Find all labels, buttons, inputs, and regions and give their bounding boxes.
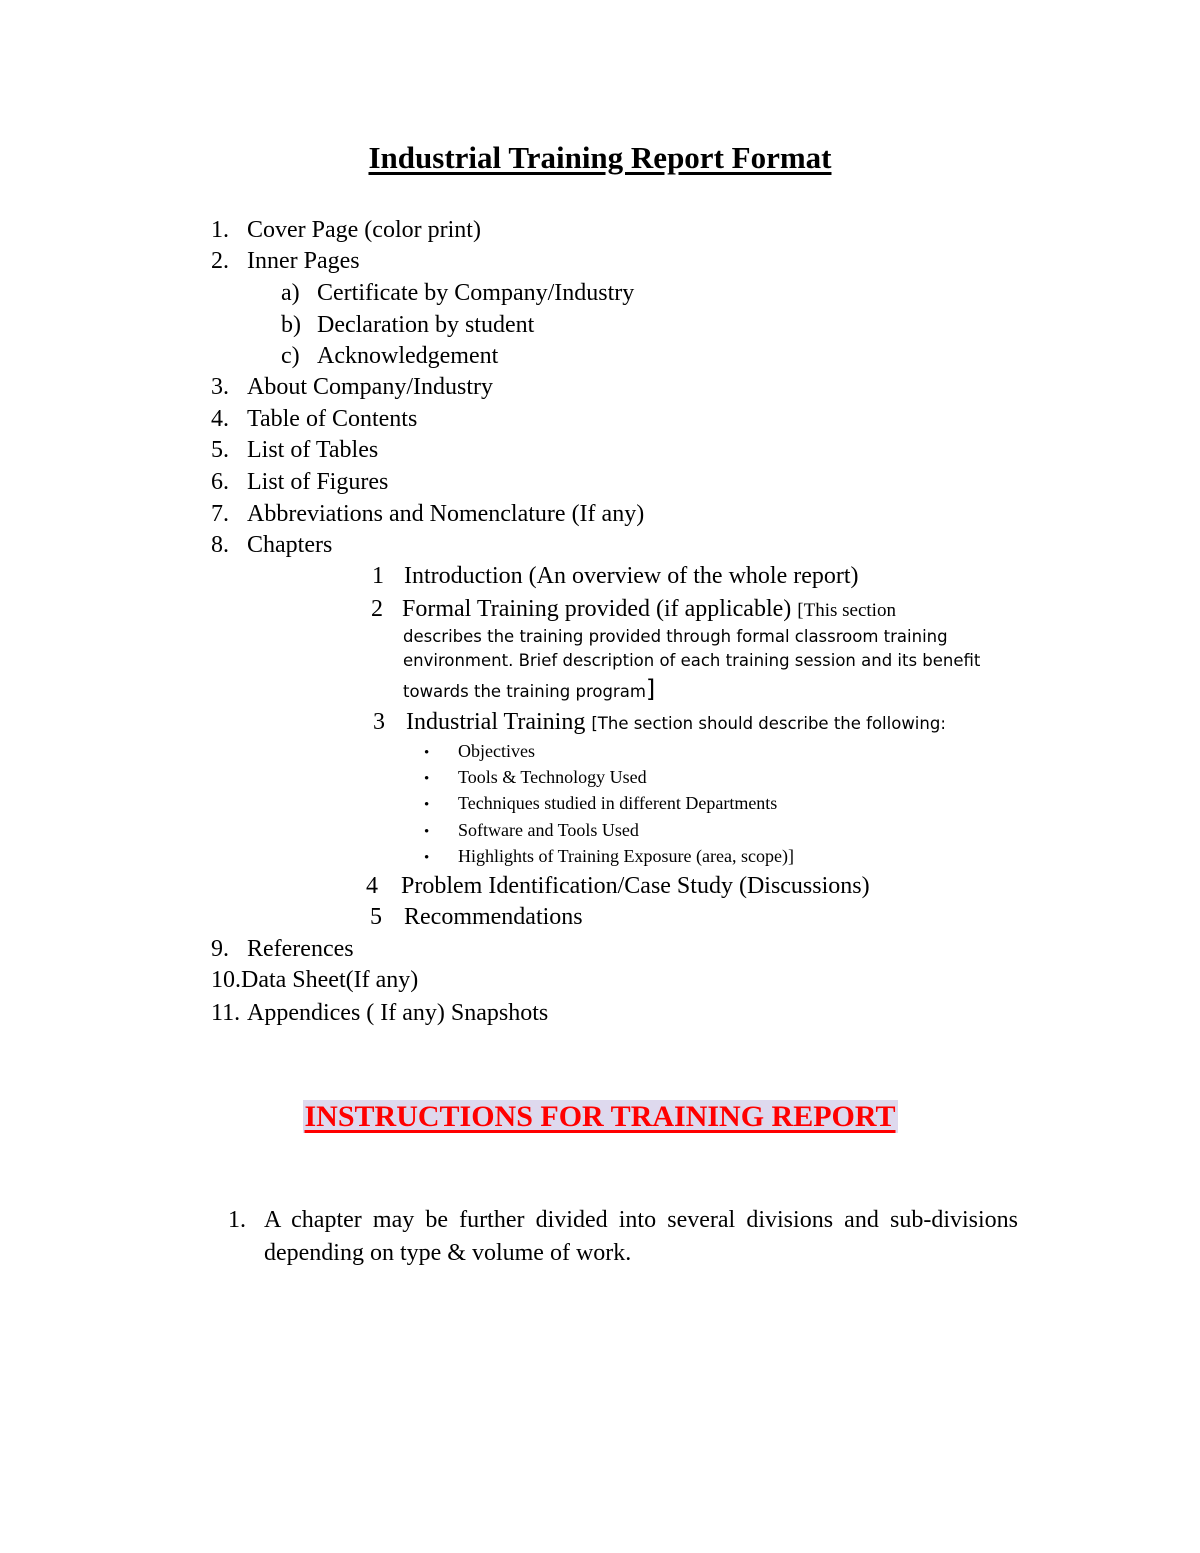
list-text: Cover Page (color print) <box>247 217 481 243</box>
bullet-icon: • <box>424 824 430 840</box>
list-text: Table of Contents <box>247 406 418 432</box>
list-item <box>211 372 493 402</box>
chapter-text: Industrial Training <box>406 709 586 735</box>
chapter-text: Formal Training provided (if applicable) <box>402 596 792 622</box>
bullet-item <box>424 818 639 844</box>
sub-list-text: Certificate by Company/Industry <box>317 280 635 306</box>
list-number: 10. <box>211 967 241 993</box>
bullet-icon: • <box>424 745 430 761</box>
list-text: Abbreviations and Nomenclature (If any) <box>247 501 645 527</box>
list-number: 6. <box>211 469 229 495</box>
chapter-number: 3 <box>373 709 385 735</box>
chapter-item <box>370 902 583 932</box>
chapter-item <box>373 707 946 737</box>
chapter-number: 2 <box>371 596 383 622</box>
bullet-text: Software and Tools Used <box>458 820 639 840</box>
bullet-item <box>424 791 777 817</box>
chapter-note-text: towards the training program <box>403 682 646 701</box>
list-text: About Company/Industry <box>247 374 493 400</box>
bullet-icon: • <box>424 797 430 813</box>
bullet-item <box>424 739 535 765</box>
list-number: 8. <box>211 532 229 558</box>
list-item <box>211 965 418 995</box>
list-text: List of Figures <box>247 469 389 495</box>
sub-list-item <box>281 278 635 308</box>
sub-list-text: Declaration by student <box>317 312 535 338</box>
list-number: 1. <box>211 217 229 243</box>
sub-list-item <box>281 341 499 371</box>
bullet-text: Tools & Technology Used <box>458 767 647 787</box>
list-number: 11. <box>211 1000 241 1026</box>
chapter-note-line: describes the training provided through formal classroom training <box>403 627 948 646</box>
chapter-item <box>366 871 870 901</box>
chapter-note-bracket: ] <box>645 675 656 703</box>
chapter-number: 1 <box>372 563 384 589</box>
sub-list-item <box>281 310 535 340</box>
chapter-note: [The section should describe the following: <box>591 714 946 733</box>
chapter-text: Recommendations <box>404 904 583 930</box>
list-item <box>211 998 549 1028</box>
list-item <box>211 499 645 529</box>
list-text: List of Tables <box>247 437 379 463</box>
list-text: Data Sheet(If any) <box>241 967 419 993</box>
chapter-item <box>371 594 896 624</box>
bullet-icon: • <box>424 850 430 866</box>
list-number: 2. <box>211 248 229 274</box>
list-item <box>211 934 354 964</box>
chapter-text: Introduction (An overview of the whole report) <box>404 563 859 589</box>
chapter-number: 4 <box>366 873 378 899</box>
bullet-text: Techniques studied in different Departments <box>458 793 778 813</box>
instructions-title <box>0 1100 1200 1134</box>
list-text: Inner Pages <box>247 248 360 274</box>
bullet-text: Objectives <box>458 741 535 761</box>
chapter-number: 5 <box>370 904 382 930</box>
bullet-item <box>424 765 647 791</box>
instruction-item <box>228 1204 1018 1270</box>
list-number: 3. <box>211 374 229 400</box>
chapter-item <box>372 561 859 591</box>
list-item <box>211 246 360 276</box>
bullet-icon: • <box>424 771 430 787</box>
list-text: References <box>247 936 354 962</box>
list-number: 5. <box>211 437 229 463</box>
chapter-text: Problem Identification/Case Study (Discussions) <box>401 873 870 899</box>
bullet-item <box>424 844 794 870</box>
sub-list-letter: b) <box>281 312 301 338</box>
list-item <box>211 404 418 434</box>
page-title: Industrial Training Report Format <box>368 140 832 175</box>
chapter-note-line: environment. Brief description of each training session and its benefit <box>403 651 981 670</box>
list-number: 9. <box>211 936 229 962</box>
list-item <box>211 435 379 465</box>
list-text: Appendices ( If any) Snapshots <box>247 1000 549 1026</box>
bullet-text: Highlights of Training Exposure (area, scope)] <box>458 846 794 866</box>
sub-list-text: Acknowledgement <box>317 343 499 369</box>
instruction-number: 1. <box>228 1207 246 1233</box>
list-number: 4. <box>211 406 229 432</box>
sub-list-letter: a) <box>281 280 300 306</box>
list-text: Chapters <box>247 532 333 558</box>
instruction-text: A chapter may be further divided into several divisions and sub-divisions depending on type & volume of work. <box>264 1207 1018 1266</box>
chapter-note-line <box>403 677 655 704</box>
sub-list-letter: c) <box>281 343 300 369</box>
list-item <box>211 530 333 560</box>
list-item <box>211 467 389 497</box>
instructions-title-text: INSTRUCTIONS FOR TRAINING REPORT <box>304 1100 896 1133</box>
chapter-note: [This section <box>797 600 896 621</box>
list-item <box>211 215 481 245</box>
list-number: 7. <box>211 501 229 527</box>
